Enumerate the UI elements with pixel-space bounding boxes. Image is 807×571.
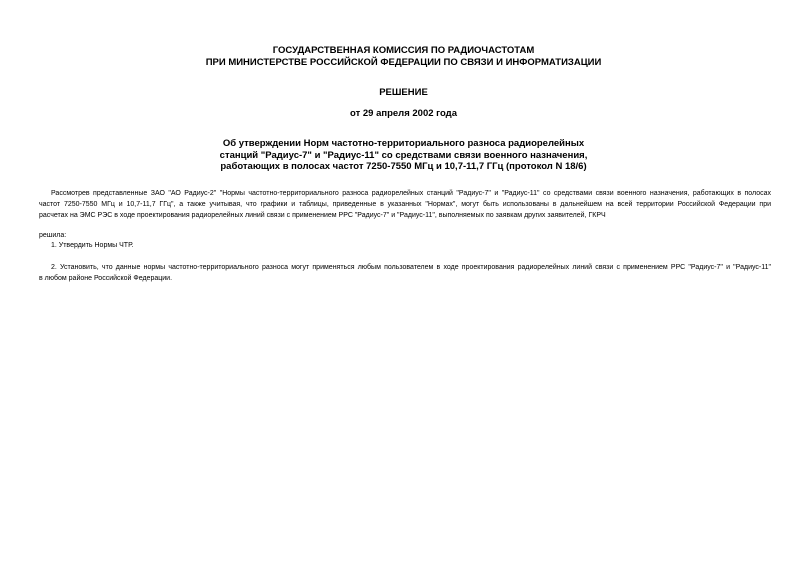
document-date: [0, 108, 807, 120]
item-2-line-1: 2. Установить, что данные нормы частотно-территориального разноса могут применяться любым пользователем в ходе проектирования радиорелейных линий связи с применением РРС "Радиус-7" и "Радиус-11": [51, 264, 771, 271]
subject-line-2: станций "Радиус-7" и "Радиус-11" со средствами связи военного назначения,: [219, 149, 588, 161]
org-name-line-1: ГОСУДАРСТВЕННАЯ КОМИССИЯ ПО РАДИОЧАСТОТАМ: [272, 45, 535, 56]
decision-date-text: от 29 апреля 2002 года: [350, 108, 457, 119]
resolution-item-2: [39, 262, 771, 284]
item-2-line-2: в любом районе Российской Федерации.: [39, 275, 173, 282]
issuing-organization: [0, 45, 807, 68]
org-name-line-2: ПРИ МИНИСТЕРСТВЕ РОССИЙСКОЙ ФЕДЕРАЦИИ ПО СВЯЗИ И ИНФОРМАТИЗАЦИИ: [205, 56, 602, 68]
resolved-label: решила:: [39, 232, 67, 239]
decision-heading: РЕШЕНИЕ: [379, 87, 428, 98]
preamble-paragraph: [39, 188, 771, 221]
subject-line-3: работающих в полосах частот 7250-7550 МГц и 10,7-11,7 ГГц (протокол N 18/6): [220, 161, 587, 172]
resolution-item-1: 1. Утвердить Нормы ЧТР.: [51, 242, 134, 249]
preamble-line-2: частот 7250-7550 МГц и 10,7-11,7 ГГц", а также учитывая, что графики и таблицы, приведенные в указанных "Нормах", могут быть использованы в дальнейшем на всей территории Российской Федерации при: [39, 201, 771, 208]
preamble-line-1: Рассмотрев представленные ЗАО "АО Радиус-2" "Нормы частотно-территориального разноса радиорелейных станций "Радиус-7" и "Радиус-11" со средствами связи военного назначения, работающих в полосах: [51, 190, 771, 197]
subject-line-1: Об утверждении Норм частотно-территориального разноса радиорелейных: [222, 138, 585, 149]
document-type-title: [0, 87, 807, 99]
document-subject: [0, 138, 807, 173]
preamble-line-3: расчетах на ЭМС РЭС в ходе проектирования радиорелейных линий связи с применением РРС "Радиус-7" и "Радиус-11", выполняемых по заявкам других заявителей, ГКРЧ: [39, 212, 606, 219]
